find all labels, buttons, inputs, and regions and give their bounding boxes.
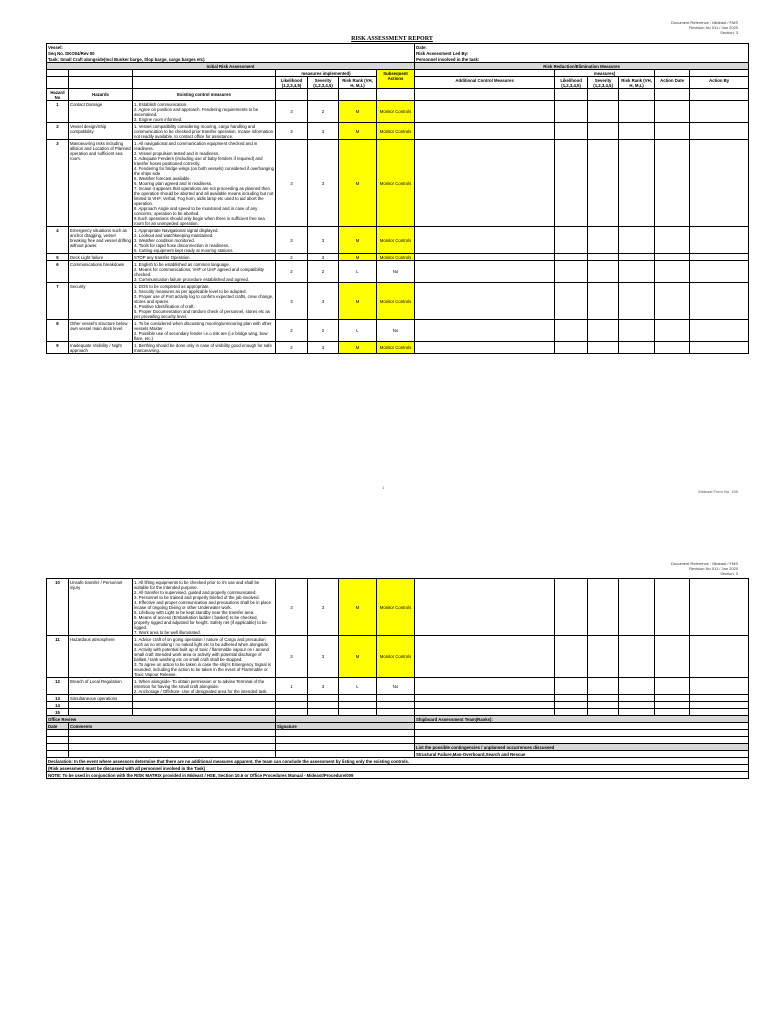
severity-value: 2 — [308, 320, 339, 342]
empty-reduction-cell — [690, 140, 749, 227]
hazard-name: Vessel design/Ship compatibility — [69, 123, 133, 140]
empty-reduction-cell — [555, 227, 588, 254]
severity-value: 3 — [308, 283, 339, 320]
hazard-row — [47, 342, 749, 354]
hazard-number: 14 — [47, 702, 69, 709]
hazard-row — [47, 261, 749, 283]
empty-reduction-cell — [555, 695, 588, 702]
empty-reduction-cell — [555, 320, 588, 342]
additional-measures-header: Additional Control Measures — [415, 77, 555, 89]
hazard-number: 1 — [47, 101, 69, 123]
hazard-number: 8 — [47, 320, 69, 342]
hazard-row — [47, 283, 749, 320]
doc-ref-line2: Revision No 011 / Jan 2020 — [689, 566, 738, 571]
subsequent-action: Monitor Controls — [377, 342, 415, 354]
hazard-number: 7 — [47, 283, 69, 320]
form-number: Mideast Form No. 199 — [698, 489, 738, 494]
existing-controls: 1. Appropriate Navigational signal displayed. 2. Lookout and watchkeeping maintained. 3. Weather condition monitored. 4. Tools for rapid hose disconnection in readiness. 5. Cutting equipment kept ready at mooring stations. — [133, 227, 276, 254]
empty-reduction-cell — [588, 123, 619, 140]
empty-reduction-cell — [619, 579, 655, 636]
empty-reduction-cell — [588, 636, 619, 678]
hazard-number: 3 — [47, 140, 69, 227]
existing-controls — [133, 702, 276, 709]
empty-reduction-cell — [655, 123, 690, 140]
vessel-label: Vessel: — [47, 44, 415, 51]
page-number: 1 — [382, 485, 385, 490]
risk-rank-value: M — [339, 342, 377, 354]
empty-reduction-cell — [690, 342, 749, 354]
signature-label: Signature — [276, 723, 415, 730]
hazard-row — [47, 695, 749, 702]
hazard-row — [47, 709, 749, 716]
empty-reduction-cell — [655, 579, 690, 636]
empty-reduction-cell — [555, 283, 588, 320]
action-date-header: Action Date — [655, 77, 690, 89]
risk-rank-value: M — [339, 579, 377, 636]
empty-reduction-cell — [619, 283, 655, 320]
severity-value: 3 — [308, 227, 339, 254]
subsequent-actions-header: Subsequent Actions — [377, 70, 415, 89]
severity-value: 3 — [308, 579, 339, 636]
likelihood-value — [276, 695, 308, 702]
empty-reduction-cell — [555, 123, 588, 140]
measures-implemented-label: measures implemented) — [276, 70, 377, 77]
empty-reduction-cell — [415, 709, 555, 716]
empty-reduction-cell — [655, 254, 690, 261]
hazard-name: Breach of Local Regulation — [69, 678, 133, 695]
empty-reduction-cell — [588, 140, 619, 227]
empty-reduction-cell — [588, 227, 619, 254]
severity-value: 2 — [308, 261, 339, 283]
hazard-row — [47, 320, 749, 342]
empty-reduction-cell — [655, 261, 690, 283]
hazards-header: Hazards — [69, 89, 133, 101]
empty-reduction-cell — [415, 254, 555, 261]
empty-reduction-cell — [555, 140, 588, 227]
likelihood-value: 2 — [276, 261, 308, 283]
existing-controls: 1. When alongside- To obtain permission or to advise Terminal of the intention for having the small craft alongside. 2. Anchorage / Offshore- Use of designated area for the intended task. — [133, 678, 276, 695]
empty-reduction-cell — [555, 709, 588, 716]
empty-reduction-cell — [555, 261, 588, 283]
hazard-number: 11 — [47, 636, 69, 678]
existing-controls — [133, 695, 276, 702]
empty-reduction-cell — [555, 579, 588, 636]
subsequent-action — [377, 702, 415, 709]
hazard-name: Other vessel's structure below own vessel main deck level. — [69, 320, 133, 342]
risk-table-page1 — [46, 43, 749, 354]
date-label: Date: — [415, 44, 749, 51]
severity-value: 3 — [308, 140, 339, 227]
severity-value: 3 — [308, 123, 339, 140]
hazard-row — [47, 636, 749, 678]
empty-reduction-cell — [415, 695, 555, 702]
hazard-name: Deck Light failure — [69, 254, 133, 261]
severity-value — [308, 709, 339, 716]
task-description: Task: Small Craft alongside(Incl Bunker barge, Slop barge, cargo barges etc) — [47, 56, 415, 63]
empty-reduction-cell — [415, 342, 555, 354]
hazard-no-header: Hazard No — [47, 89, 69, 101]
empty-reduction-cell — [619, 695, 655, 702]
doc-ref-line3: Section: 3 — [720, 30, 738, 35]
severity-value: 3 — [308, 254, 339, 261]
usage-note: NOTE: To be used in conjunction with the RISK MATRIX provided in Mideast / HSE, Section 10.6 or Office Procedures Manual - Mideast/Procedure/009 — [47, 772, 749, 779]
hazard-name: Simultaneous operations — [69, 695, 133, 702]
empty-reduction-cell — [655, 283, 690, 320]
existing-controls: 1. To be considered when discussing mooring/unmooring plan with other vessels Master 2. Possible use of secondary fender i.e.o risk are (i.e bridge wing, bow flare, etc.) — [133, 320, 276, 342]
risk-rank-value: M — [339, 283, 377, 320]
empty-reduction-cell — [555, 342, 588, 354]
hazard-name — [69, 709, 133, 716]
empty-reduction-cell — [655, 709, 690, 716]
hazard-row — [47, 140, 749, 227]
likelihood-value: 2 — [276, 254, 308, 261]
subsequent-action: Monitor Controls — [377, 636, 415, 678]
existing-controls: 1. Advice craft of on going operation / nature of Cargo and precaution such as no smoking / no naked light etc to be adhered when alongside. 2. Activity with potential built up of toxic / flammable vapour on / around small craft intended work area or activity with potential discharge of ballast / tank washing etc on small craft shall be stopped. 3. To agree on action to be taken in case the ship's Emergency Signal is sounded, including the action to be taken in the event of Flammable or Toxic Vapour Release. — [133, 636, 276, 678]
hazard-row — [47, 123, 749, 140]
existing-controls: 1. Establish communication. 2. Agree on position and approach. Fendering requirements to be ascertained. 3. Engine room informed. — [133, 101, 276, 123]
empty-reduction-cell — [655, 695, 690, 702]
doc-ref-line3: Section: 3 — [720, 571, 738, 576]
likelihood-value: 2 — [276, 320, 308, 342]
hazard-row — [47, 678, 749, 695]
likelihood-value: 3 — [276, 636, 308, 678]
empty-reduction-cell — [655, 140, 690, 227]
empty-reduction-cell — [555, 678, 588, 695]
doc-ref-line1: Document Reference : Mideast / FMS — [671, 561, 738, 566]
empty-reduction-cell — [619, 123, 655, 140]
hazard-number: 5 — [47, 254, 69, 261]
led-by-label: Risk Assessment Led By: — [415, 50, 749, 56]
likelihood-value — [276, 702, 308, 709]
empty-reduction-cell — [588, 695, 619, 702]
empty-reduction-cell — [588, 702, 619, 709]
subsequent-action: Monitor Controls — [377, 123, 415, 140]
empty-reduction-cell — [588, 579, 619, 636]
likelihood-value: 3 — [276, 101, 308, 123]
empty-reduction-cell — [690, 709, 749, 716]
risk-rank-value — [339, 695, 377, 702]
risk-rank-value — [339, 702, 377, 709]
hazard-number: 2 — [47, 123, 69, 140]
empty-reduction-cell — [619, 709, 655, 716]
subsequent-action — [377, 695, 415, 702]
hazard-row — [47, 101, 749, 123]
existing-controls: 1. All lifting equipments to be checked prior to it's use and shall be suitable for the intended purpose. 2. All transfer to supervised, guided and properly communicated. 3. Personnel to be trained and properly briefed of the job involved. 4. Effective and proper communication and precautions shall be in place incase of ongoing Diving or other Underwater work. 5. Lifebuoy with Light to be kept standby near the transfer area. 6. Means of access (Embarkation ladder / basket) to be checked, properly rigged and adjusted for height. Safety net (if applicable) to be rigged. 7. Work area to be well illuminated. — [133, 579, 276, 636]
doc-ref-line2: Revision No 011 / Jan 2020 — [689, 25, 738, 30]
empty-reduction-cell — [415, 123, 555, 140]
contingencies-label: List the possible contingencies / unplanned occurrences discussed — [415, 744, 749, 751]
hazard-name: Security — [69, 283, 133, 320]
existing-controls: 1. Berthing should be done only in case of visibility good enough for safe manoeuvring. — [133, 342, 276, 354]
empty-reduction-cell — [415, 140, 555, 227]
empty-reduction-cell — [655, 101, 690, 123]
subsequent-action: Monitor Controls — [377, 254, 415, 261]
likelihood-value: 3 — [276, 123, 308, 140]
severity-value: 2 — [308, 101, 339, 123]
seq-no: Seq No. DKO04/Rev 00 — [47, 50, 415, 56]
empty-reduction-cell — [619, 227, 655, 254]
page-1 — [46, 36, 738, 354]
subsequent-action: Monitor Controls — [377, 227, 415, 254]
likelihood-value: 3 — [276, 140, 308, 227]
existing-controls-header: Existing control measures — [133, 89, 276, 101]
initial-risk-header: Initial Risk Assessment — [47, 63, 415, 70]
likelihood-value: 1 — [276, 678, 308, 695]
risk-rank-value: M — [339, 140, 377, 227]
contingencies-value: Structural Failure,Man-Overboard,Search and Rescue — [415, 751, 749, 758]
action-by-header: Action By — [690, 77, 749, 89]
declaration-text: Declaration: In the event where assessors determine that there are no additional measures apparent, the team can conclude the assessment by listing only the existing controls. — [47, 758, 749, 765]
empty-reduction-cell — [690, 261, 749, 283]
empty-reduction-cell — [619, 254, 655, 261]
empty-reduction-cell — [690, 695, 749, 702]
risk-rank-value: L — [339, 320, 377, 342]
hazard-rows-page2 — [47, 579, 749, 716]
empty-reduction-cell — [588, 101, 619, 123]
empty-reduction-cell — [555, 254, 588, 261]
hazard-row — [47, 227, 749, 254]
severity-header-2: Severity (1,2,3,4,5) — [588, 77, 619, 89]
existing-controls: STOP any transfer Operation — [133, 254, 276, 261]
risk-rank-value: M — [339, 101, 377, 123]
page-2 — [46, 578, 738, 779]
risk-rank-header: Risk Rank (VH, H, M,L) — [339, 77, 377, 89]
office-review-label: Office Review — [47, 716, 276, 723]
hazard-number: 15 — [47, 709, 69, 716]
empty-reduction-cell — [619, 261, 655, 283]
subsequent-action: No — [377, 261, 415, 283]
empty-reduction-cell — [619, 140, 655, 227]
existing-controls: 1. Vessel compatibility considering mooring, cargo handling and communication to be checked prior transfer operation. Incase information not readily available, to contact office for assistance. — [133, 123, 276, 140]
severity-header: Severity (1,2,3,4,5) — [308, 77, 339, 89]
hazard-name — [69, 702, 133, 709]
empty-reduction-cell — [588, 342, 619, 354]
empty-reduction-cell — [690, 227, 749, 254]
empty-reduction-cell — [619, 702, 655, 709]
empty-reduction-cell — [555, 636, 588, 678]
empty-reduction-cell — [588, 678, 619, 695]
empty-reduction-cell — [415, 283, 555, 320]
document-reference — [671, 20, 738, 35]
empty-reduction-cell — [690, 101, 749, 123]
empty-reduction-cell — [655, 702, 690, 709]
hazard-number: 4 — [47, 227, 69, 254]
subsequent-action: Monitor Controls — [377, 140, 415, 227]
hazard-name: Contact Damage — [69, 101, 133, 123]
empty-reduction-cell — [655, 342, 690, 354]
likelihood-header-2: Likelihood (1,2,3,4,5) — [555, 77, 588, 89]
date-column-label: Date — [47, 723, 69, 730]
risk-reduction-header: Risk Reduction/Elimination Measures — [415, 63, 749, 70]
empty-reduction-cell — [690, 320, 749, 342]
discussion-note: (Risk assessment must be discussed with all personnel involved in the Task) — [47, 765, 749, 772]
severity-value — [308, 702, 339, 709]
empty-reduction-cell — [588, 320, 619, 342]
empty-reduction-cell — [690, 678, 749, 695]
existing-controls: 1. DOS to be completed as appropriate. 2. Security measures as per applicable level to be adopted. 3. Proper use of Port activity log to confirm expected crafts, crew change, stores and spares. 4. Positive Identification of craft. 5. Proper Documentation and random check of personnel, stores etc as per prevailing security level. — [133, 283, 276, 320]
empty-reduction-cell — [690, 123, 749, 140]
empty-reduction-cell — [690, 636, 749, 678]
subsequent-action: No — [377, 320, 415, 342]
hazard-rows-page1 — [47, 101, 749, 354]
hazard-number: 13 — [47, 695, 69, 702]
subsequent-action: Monitor Controls — [377, 101, 415, 123]
empty-reduction-cell — [655, 678, 690, 695]
hazard-number: 9 — [47, 342, 69, 354]
hazard-name: Hazardous atmosphere — [69, 636, 133, 678]
hazard-name: Communications breakdown — [69, 261, 133, 283]
hazard-name: Emergency situations such as anchor dragging, vessel breaking free and vessel drifting without power. — [69, 227, 133, 254]
risk-table-page2 — [46, 578, 749, 779]
empty-reduction-cell — [588, 283, 619, 320]
empty-reduction-cell — [619, 636, 655, 678]
risk-rank-value: M — [339, 254, 377, 261]
hazard-row — [47, 702, 749, 709]
existing-controls: 1. English to be established as common language. 2. Means for communications, VHF or UHF agreed and compatibility checked. 3. Communication failure procedure established and agreed. — [133, 261, 276, 283]
report-title: RISK ASSESSMENT REPORT — [351, 36, 433, 42]
personnel-label: Personnel involved in the task: — [415, 56, 749, 63]
hazard-name: Unsafe transfer / Personnel injury — [69, 579, 133, 636]
empty-reduction-cell — [619, 678, 655, 695]
likelihood-header: Likelihood (1,2,3,4,5) — [276, 77, 308, 89]
risk-rank-header-2: Risk Rank (VH, H, M,L) — [619, 77, 655, 89]
risk-rank-value: M — [339, 227, 377, 254]
hazard-number: 10 — [47, 579, 69, 636]
hazard-row — [47, 254, 749, 261]
empty-reduction-cell — [690, 579, 749, 636]
subsequent-action — [377, 709, 415, 716]
existing-controls: 1. All navigational and communication equipment checked and in readiness. 2. Vessel propulsion tested and in readiness. 3. Adequate Fenders (including use of baby fenders if required) and transfer hoses positioned correctly. 4. Fendering for bridge wings (on both vessels) considered if overhanging the ships side 5. Weather forecast available. 6. Mooring plan agreed and in readiness. 7. Incase it appears that operations are not proceeding as planned then the operation should be aborted and all available means including but not limited to VHF, Verbal, Fog horn, aldis lamp etc used to aid abort the operation. 8. Approach Angle and speed to be monitored and in case of any concerns, operation to be aborted. 9.Such operations should only begin when there is sufficient free sea room for an unimpeded operation. — [134, 140, 274, 226]
likelihood-value: 3 — [276, 579, 308, 636]
empty-reduction-cell — [655, 227, 690, 254]
empty-reduction-cell — [619, 101, 655, 123]
empty-reduction-cell — [415, 702, 555, 709]
empty-reduction-cell — [588, 261, 619, 283]
risk-rank-value — [339, 709, 377, 716]
hazard-name: Inadequate Visibility / Night approach — [69, 342, 133, 354]
doc-ref-line1: Document Reference : Mideast / FMS — [671, 20, 738, 25]
likelihood-value: 2 — [276, 342, 308, 354]
empty-reduction-cell — [415, 579, 555, 636]
shipboard-team-label: Shipboard Assessment Team(Ranks): — [415, 716, 749, 723]
document-reference-2 — [671, 561, 738, 576]
existing-controls — [133, 709, 276, 716]
empty-reduction-cell — [415, 227, 555, 254]
hazard-row — [47, 579, 749, 636]
empty-reduction-cell — [690, 702, 749, 709]
empty-reduction-cell — [415, 320, 555, 342]
severity-value — [308, 695, 339, 702]
empty-reduction-cell — [555, 101, 588, 123]
risk-rank-value: M — [339, 123, 377, 140]
empty-reduction-cell — [619, 342, 655, 354]
likelihood-value: 3 — [276, 283, 308, 320]
risk-rank-value: L — [339, 261, 377, 283]
empty-reduction-cell — [415, 636, 555, 678]
hazard-name: Manoeuvring risks including allision and Location of Planned operation and sufficient sea room. — [69, 140, 133, 227]
subsequent-action: Monitor Controls — [377, 579, 415, 636]
empty-reduction-cell — [415, 678, 555, 695]
empty-reduction-cell — [555, 702, 588, 709]
risk-rank-value: M — [339, 636, 377, 678]
likelihood-value: 3 — [276, 227, 308, 254]
empty-reduction-cell — [690, 254, 749, 261]
empty-reduction-cell — [619, 320, 655, 342]
measures-label: measures) — [555, 70, 655, 77]
severity-value: 3 — [308, 342, 339, 354]
comments-label: Comments — [69, 723, 276, 730]
likelihood-value — [276, 709, 308, 716]
empty-reduction-cell — [588, 254, 619, 261]
hazard-number: 6 — [47, 261, 69, 283]
subsequent-action: No — [377, 678, 415, 695]
empty-reduction-cell — [415, 101, 555, 123]
empty-reduction-cell — [588, 709, 619, 716]
empty-reduction-cell — [655, 320, 690, 342]
risk-rank-value: L — [339, 678, 377, 695]
subsequent-action: Monitor Controls — [377, 283, 415, 320]
empty-reduction-cell — [415, 261, 555, 283]
hazard-number: 12 — [47, 678, 69, 695]
severity-value: 3 — [308, 636, 339, 678]
empty-reduction-cell — [690, 283, 749, 320]
severity-value: 3 — [308, 678, 339, 695]
empty-reduction-cell — [655, 636, 690, 678]
